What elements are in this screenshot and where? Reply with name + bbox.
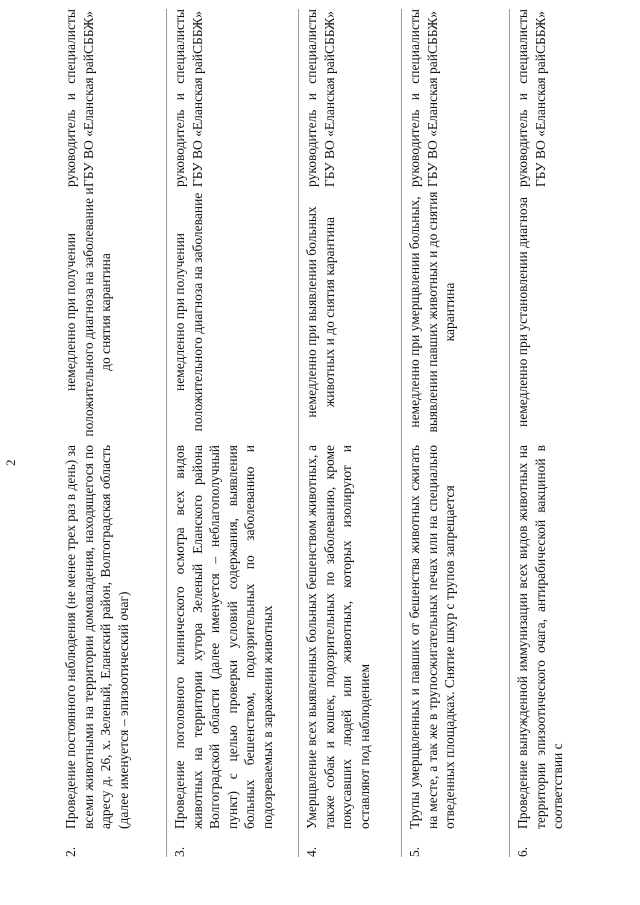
measure-cell xyxy=(510,437,573,857)
table-row xyxy=(299,9,402,857)
row-number: 6. xyxy=(515,846,530,857)
measure-cell xyxy=(402,437,510,857)
measure-text: Умерщвление всех выявленных больных бешенством животных, а также собак и кошек, подозрительных по заболеванию, кроме покусавших людей или животных, которых изолируют и оставляют под наблюдением xyxy=(304,445,372,829)
row-number: 4. xyxy=(304,846,319,857)
table-row xyxy=(167,9,299,857)
term-cell: немедленно при умерщвлении больных, выявлении павших животных и до снятия карантина xyxy=(402,187,510,437)
measure-text: Проведение вынужденной иммунизации всех видов животных на территории эпизоотического очага, антирабической вакциной в соответствии с xyxy=(515,445,565,829)
term-cell: немедленно при получении положительного диагноза на заболевание xyxy=(167,187,299,437)
table-row xyxy=(58,9,167,857)
term-cell: немедленно при выявлении больных животных и до снятия карантина xyxy=(299,187,402,437)
term-cell: немедленно при установлении диагноза xyxy=(510,187,573,437)
table-row xyxy=(510,9,573,857)
row-number: 5. xyxy=(407,846,422,857)
measure-cell xyxy=(58,437,167,857)
responsible-cell: руководитель и специалисты ГБУ ВО «Еланская райСББЖ» xyxy=(63,9,96,187)
measure-text: Проведение постоянного наблюдения (не менее трех раз в день) за всеми животными на территории домовладения, находящегося по адресу д. 26, х. Зеленый, Еланский район, Волгоградская область (далее именуется – эпизоотический очаг) xyxy=(63,445,131,829)
measure-text: Трупы умерщвленных и павших от бешенства животных сжигать на месте, а так же в трупосжигательных печах или на специально отведенных площадках. Снятие шкур с трупов запрещается xyxy=(407,445,457,829)
responsible-cell: руководитель и специалисты ГБУ ВО «Еланская райСББЖ» xyxy=(402,9,510,187)
measure-cell xyxy=(167,437,299,857)
table-row xyxy=(402,9,510,857)
row-number: 3. xyxy=(172,846,187,857)
responsible-cell: руководитель и специалисты ГБУ ВО «Еланская райСББЖ» xyxy=(299,9,402,187)
term-cell: немедленно при получении положительного диагноза на заболевание и до снятия карантина xyxy=(63,187,113,437)
row-number: 2. xyxy=(63,846,78,857)
measures-table xyxy=(58,9,573,857)
measure-text: Проведение поголовного клинического осмотра всех видов животных на территории хутора Зеленый Еланского района Волгоградской области (далее именуется – неблагополучный пункт) с целью проверки условий содержания, выявления больных бешенством, подозрительных по заболеванию и подозреваемых в заражении животных xyxy=(172,445,275,829)
responsible-cell: руководитель и специалисты ГБУ ВО «Еланская райСББЖ» xyxy=(510,9,573,187)
page-number: 2 xyxy=(3,459,18,466)
responsible-cell: руководитель и специалисты ГБУ ВО «Еланская райСББЖ» xyxy=(167,9,299,187)
measure-cell xyxy=(299,437,402,857)
